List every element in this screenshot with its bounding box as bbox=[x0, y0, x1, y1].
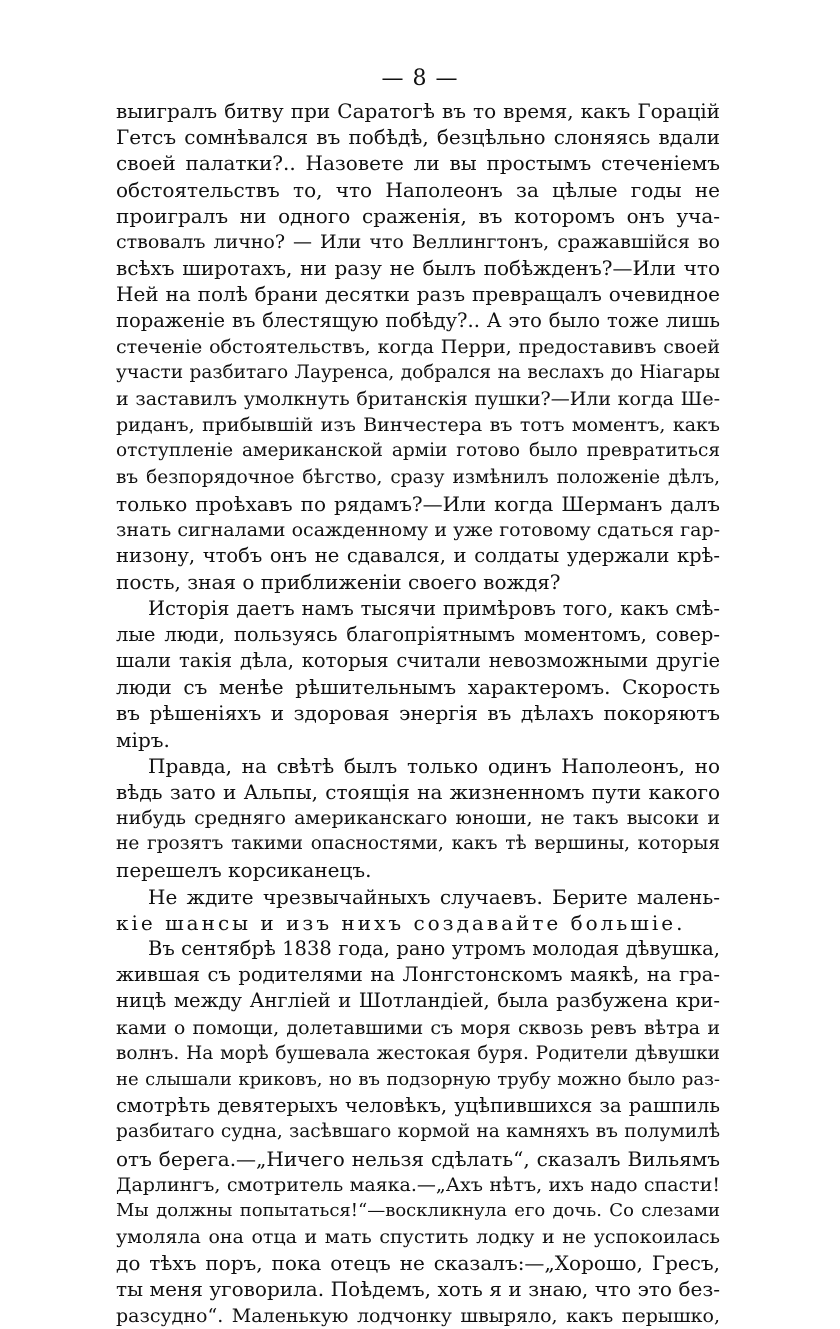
text-line: Мы должны попытаться!“—воскликнула его дочь. Со слезами bbox=[116, 1199, 720, 1221]
text-line: Исторія даетъ намъ тысячи примѣровъ того, какъ смѣ- bbox=[148, 596, 720, 620]
text-line: риданъ, прибывшій изъ Винчестера въ тотъ моментъ, какъ bbox=[116, 414, 720, 437]
text-line: умоляла она отца и мать спустить лодку и не успокоилась bbox=[116, 1226, 720, 1249]
text-line: Дарлингъ, смотритель маяка.—„Ахъ нѣтъ, ихъ надо спасти! bbox=[116, 1173, 720, 1196]
text-line: разсудно“. Маленькую лодчонку швыряло, какъ перышко, bbox=[116, 1304, 720, 1327]
text-line: ницѣ между Англіей и Шотландіей, была разбужена кри- bbox=[116, 989, 720, 1013]
text-line: вѣдь зато и Альпы, стоящія на жизненномъ пути какого bbox=[116, 779, 720, 804]
text-line: своей палатки?.. Назовете ли вы простымъ стеченіемъ bbox=[116, 151, 720, 176]
text-line: ствовалъ лично? — Или что Веллингтонъ, сражавшійся во bbox=[116, 230, 720, 253]
text-line: пораженіе въ блестящую побѣду?.. А это было тоже лишь bbox=[116, 308, 720, 332]
text-line: участи разбитаго Лауренса, добрался на веслахъ до Ніагары bbox=[116, 361, 720, 383]
text-line: стеченіе обстоятельствъ, когда Перри, предоставивъ своей bbox=[116, 335, 720, 358]
text-line: отъ берега.—„Ничего нельзя сдѣлать“, сказалъ Вильямъ bbox=[116, 1146, 720, 1171]
text-line: Гетсъ сомнѣвался въ побѣдѣ, безцѣльно слоняясь вдали bbox=[116, 125, 720, 150]
text-line: Правда, на свѣтѣ былъ только одинъ Наполеонъ, но bbox=[148, 753, 720, 778]
text-line: Ней на полѣ брани десятки разъ превращалъ очевидное bbox=[116, 282, 720, 307]
text-line: отступленіе американской арміи готово было превратиться bbox=[116, 440, 720, 462]
paragraph-5 bbox=[116, 936, 720, 1329]
text-line: разбитаго судна, засѣвшаго кормой на камняхъ въ полумилѣ bbox=[116, 1121, 720, 1143]
text-line: пость, зная о приближеніи своего вождя? bbox=[116, 570, 561, 595]
text-line: ками о помощи, долетавшими съ моря сквозь ревъ вѣтра и bbox=[116, 1016, 720, 1039]
text-line: Не ждите чрезвычайныхъ случаевъ. Берите малень- bbox=[148, 884, 720, 909]
text-line: въ рѣшеніяхъ и здоровая энергія въ дѣлахъ покоряютъ bbox=[116, 701, 720, 726]
page-number: — 8 — bbox=[381, 66, 459, 91]
paragraph-2 bbox=[116, 596, 720, 753]
text-line: жившая съ родителями на Лонгстонскомъ маякѣ, на гра- bbox=[116, 963, 720, 987]
text-line: не грозятъ такими опасностями, какъ тѣ вершины, которыя bbox=[116, 833, 720, 855]
paragraph-3 bbox=[116, 753, 720, 884]
text-line: міръ. bbox=[116, 727, 170, 752]
text-line: Въ сентябрѣ 1838 года, рано утромъ молодая дѣвушка, bbox=[148, 937, 720, 960]
text-line: нибудь средняго американскаго юноши, не такъ высоки и bbox=[116, 807, 720, 830]
text-line: люди съ менѣе рѣшительнымъ характеромъ. Скорость bbox=[116, 675, 720, 700]
text-line: только проѣхавъ по рядамъ?—Или когда Шерманъ далъ bbox=[116, 491, 720, 516]
text-line: всѣхъ широтахъ, ни разу не былъ побѣжденъ?—Или что bbox=[116, 256, 720, 281]
text-line: кіе шансы и изъ нихъ создавайте большіе. bbox=[116, 910, 686, 935]
text-line: въ безпорядочное бѣгство, сразу измѣнилъ положеніе дѣлъ, bbox=[116, 466, 720, 488]
text-line: знать сигналами осажденному и уже готовому сдаться гар- bbox=[116, 519, 720, 541]
text-line: не слышали криковъ, но въ подзорную трубу можно было раз- bbox=[116, 1068, 720, 1090]
text-line: лые люди, пользуясь благопріятнымъ моментомъ, совер- bbox=[116, 622, 720, 646]
text-line: проигралъ ни одного сраженія, въ которомъ онъ уча- bbox=[116, 203, 720, 228]
text-line: низону, чтобъ онъ не сдавался, и солдаты удержали крѣ- bbox=[116, 544, 720, 568]
text-line: шали такія дѣла, которыя считали невозможными другіе bbox=[116, 648, 720, 672]
paragraph-4 bbox=[116, 884, 720, 936]
text-line: обстоятельствъ то, что Наполеонъ за цѣлые годы не bbox=[116, 177, 720, 202]
text-line: волнъ. На морѣ бушевала жестокая буря. Родители дѣвушки bbox=[116, 1042, 720, 1064]
text-line: до тѣхъ поръ, пока отецъ не сказалъ:—„Хорошо, Гресъ, bbox=[116, 1251, 720, 1276]
text-line: смотрѣть девятерыхъ человѣкъ, уцѣпившихся за рашпиль bbox=[116, 1094, 720, 1118]
paragraph-1 bbox=[116, 98, 720, 596]
text-line: перешелъ корсиканецъ. bbox=[116, 858, 372, 883]
text-line: ты меня уговорила. Поѣдемъ, хоть я и знаю, что это без- bbox=[116, 1277, 720, 1302]
text-column bbox=[116, 98, 720, 1329]
text-line: выигралъ битву при Саратогѣ въ то время, какъ Горацій bbox=[116, 99, 720, 123]
text-line: и заставилъ умолкнуть британскія пушки?—Или когда Ше- bbox=[116, 388, 720, 411]
